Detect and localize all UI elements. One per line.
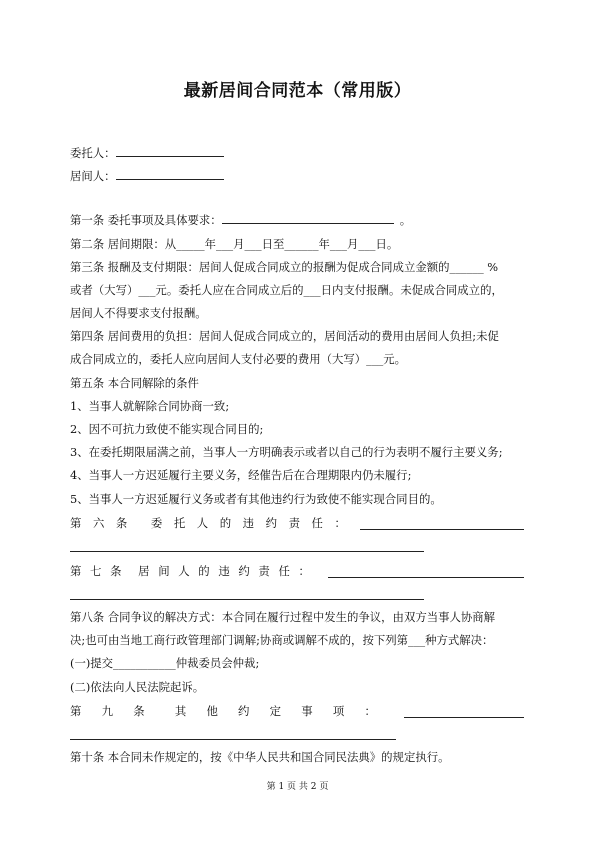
party-intermediary-line [70,168,224,183]
article-6 [70,516,524,530]
article-9-blank [404,706,524,718]
party-client-blank [116,145,224,157]
article-7-char: 任 [278,564,290,578]
article-6-blank-2 [70,540,424,552]
article-6-blank [360,518,524,530]
article-7-char: 责 [258,564,270,578]
article-6-char: 委 [150,516,163,530]
article-7-label [70,564,310,578]
article-6-char: 责 [288,516,300,530]
article-6-char: 六 [92,516,105,530]
article-1 [70,212,411,227]
party-client-line [70,145,224,160]
article-9-blank-2 [70,728,396,740]
page-footer: 第 1 页 共 2 页 [266,782,329,792]
article-10: 第十条 本合同未作规定的，按《中华人民共和国合同民法典》的规定执行。 [70,750,450,764]
article-9-label [70,704,376,718]
article-9-char: 九 [101,704,114,718]
article-7-blank-2 [70,588,424,600]
article-9-char: 第 [70,704,82,718]
article-9-continuation [70,728,396,743]
article-7-blank [328,566,524,578]
article-6-label [70,516,346,530]
article-9 [70,704,524,718]
article-6-char: 人 [196,516,209,530]
article-4-line-1: 第四条 居间费用的负担：居间人促成合同成立的，居间活动的费用由居间人负担;未促 [70,329,499,343]
article-6-char: 条 [115,516,128,530]
article-6-char: 约 [265,516,278,530]
article-7-continuation [70,588,424,603]
article-7 [70,564,524,578]
article-1-blank [222,212,394,224]
article-3-line-1: 第三条 报酬及支付期限：居间人促成合同成立的报酬为促成合同成立金额的______ % [70,260,499,274]
article-6-char: ： [334,516,346,530]
article-6-char: 第 [70,516,82,530]
article-6-continuation [70,540,424,555]
article-5-item-1: 1、当事人就解除合同协商一致; [70,399,230,413]
article-5-item-4: 4、当事人一方迟延履行主要义务，经催告后在合理期限内仍未履行; [70,468,412,482]
document-title: 最新居间合同范本（常用版） [183,81,412,101]
article-7-char: 违 [218,564,230,578]
article-9-char: 事 [301,704,313,718]
article-7-char: 第 [70,564,82,578]
article-8-line-2: 决;也可由当地工商行政管理部门调解;协商或调解不成的，按下列第___种方式解决： [70,633,494,647]
article-4-line-2: 成合同成立的，委托人应向居间人支付必要的费用（大写）___元。 [70,352,407,366]
article-9-char: 约 [238,704,250,718]
article-7-char: ： [298,564,310,578]
article-7-char: 间 [158,564,170,578]
article-9-char: 他 [206,704,218,718]
article-3-line-2: 或者（大写）___元。委托人应在合同成立后的___日内支付报酬。未促成合同成立的， [70,283,503,297]
article-6-char: 的 [219,516,232,530]
party-intermediary-blank [116,168,224,180]
article-2: 第二条 居间期限：从_____年___月___日至______年___月___日。 [70,237,399,251]
article-1-text: 第一条 委托事项及具体要求： [70,213,222,227]
article-7-char: 七 [90,564,102,578]
article-7-char: 人 [178,564,190,578]
article-7-char: 的 [198,564,210,578]
party-client-label: 委托人： [70,146,116,160]
article-9-char: ： [364,704,376,718]
article-8-line-4: (二)依法向人民法院起诉。 [70,680,205,694]
article-8-line-1: 第八条 合同争议的解决方式：本合同在履行过程中发生的争议，由双方当事人协商解 [70,610,496,624]
article-9-char: 定 [269,704,282,718]
article-5-item-3: 3、在委托期限届满之前，当事人一方明确表示或者以自己的行为表明不履行主要义务; [70,445,503,459]
article-9-char: 条 [133,704,145,718]
article-5-item-2: 2、因不可抗力致使不能实现合同目的; [70,422,264,436]
article-9-char: 项 [332,704,345,718]
article-8-line-3: (一)提交___________仲裁委员会仲裁; [70,656,260,670]
party-intermediary-label: 居间人： [70,169,116,183]
article-7-char: 约 [238,564,250,578]
article-3-line-3: 居间人不得要求支付报酬。 [70,306,207,320]
article-7-char: 条 [110,564,122,578]
article-6-char: 违 [242,516,255,530]
article-7-char: 居 [138,564,150,578]
article-5-heading: 第五条 本合同解除的条件 [70,376,199,390]
article-1-end: 。 [399,213,412,227]
article-9-char: 其 [174,704,187,718]
article-6-char: 托 [173,516,186,530]
article-6-char: 任 [311,516,323,530]
article-5-item-5: 5、当事人一方迟延履行义务或者有其他违约行为致使不能实现合同目的。 [70,492,442,506]
